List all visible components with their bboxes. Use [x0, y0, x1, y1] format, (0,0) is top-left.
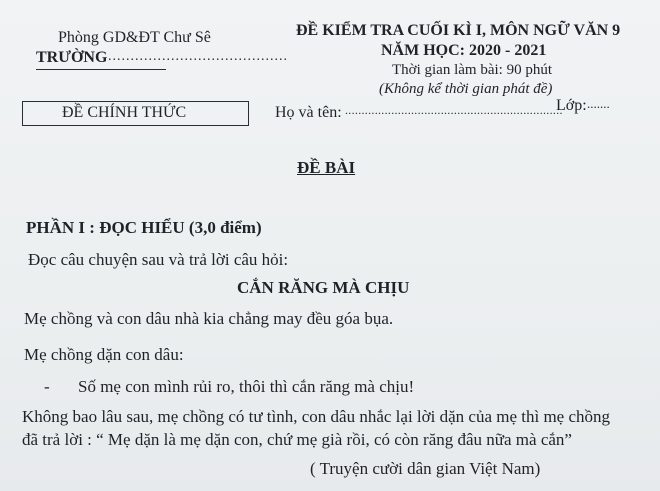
exam-duration-note: (Không kể thời gian phát đề): [379, 81, 553, 97]
exam-heading: ĐỀ BÀI: [297, 158, 356, 177]
student-name-dots: ..................................................................: [345, 103, 563, 117]
section-title: PHẦN I : ĐỌC HIỂU (3,0 điểm): [26, 218, 262, 237]
story-line-5: đã trả lời : “ Mẹ dặn là mẹ dặn con, chứ mẹ già rồi, có còn răng đâu nữa mà cắn”: [22, 430, 572, 449]
story-line-3: Số mẹ con mình rủi ro, thôi thì cắn răng mà chịu!: [78, 377, 415, 396]
exam-title: ĐỀ KIỂM TRA CUỐI KÌ I, MÔN NGỮ VĂN 9: [296, 22, 621, 39]
school-underline: [36, 69, 166, 70]
school-year: NĂM HỌC: 2020 - 2021: [381, 42, 547, 59]
class-dots: .......: [587, 96, 610, 111]
story-title: CẮN RĂNG MÀ CHỊU: [237, 278, 410, 297]
section-instruction: Đọc câu chuyện sau và trả lời câu hỏi:: [28, 250, 289, 269]
exam-duration: Thời gian làm bài: 90 phút: [392, 62, 552, 78]
school-label: TRƯỜNG: [36, 49, 108, 66]
story-dash: -: [44, 377, 50, 396]
story-line-4: Không bao lâu sau, mẹ chồng có tư tình, con dâu nhắc lại lời dặn của mẹ thì mẹ chồng: [22, 407, 611, 426]
class-label: Lớp:: [556, 97, 587, 114]
story-source: ( Truyện cười dân gian Việt Nam): [310, 459, 541, 478]
official-exam-label: ĐỀ CHÍNH THỨC: [62, 104, 187, 121]
school-dots: ........................................: [108, 49, 288, 64]
student-name-label: Họ và tên:: [275, 104, 342, 121]
department-name: Phòng GD&ĐT Chư Sê: [58, 29, 211, 46]
story-line-1: Mẹ chồng và con dâu nhà kia chẳng may đều góa bụa.: [24, 309, 394, 328]
story-line-2: Mẹ chồng dặn con dâu:: [24, 345, 184, 364]
